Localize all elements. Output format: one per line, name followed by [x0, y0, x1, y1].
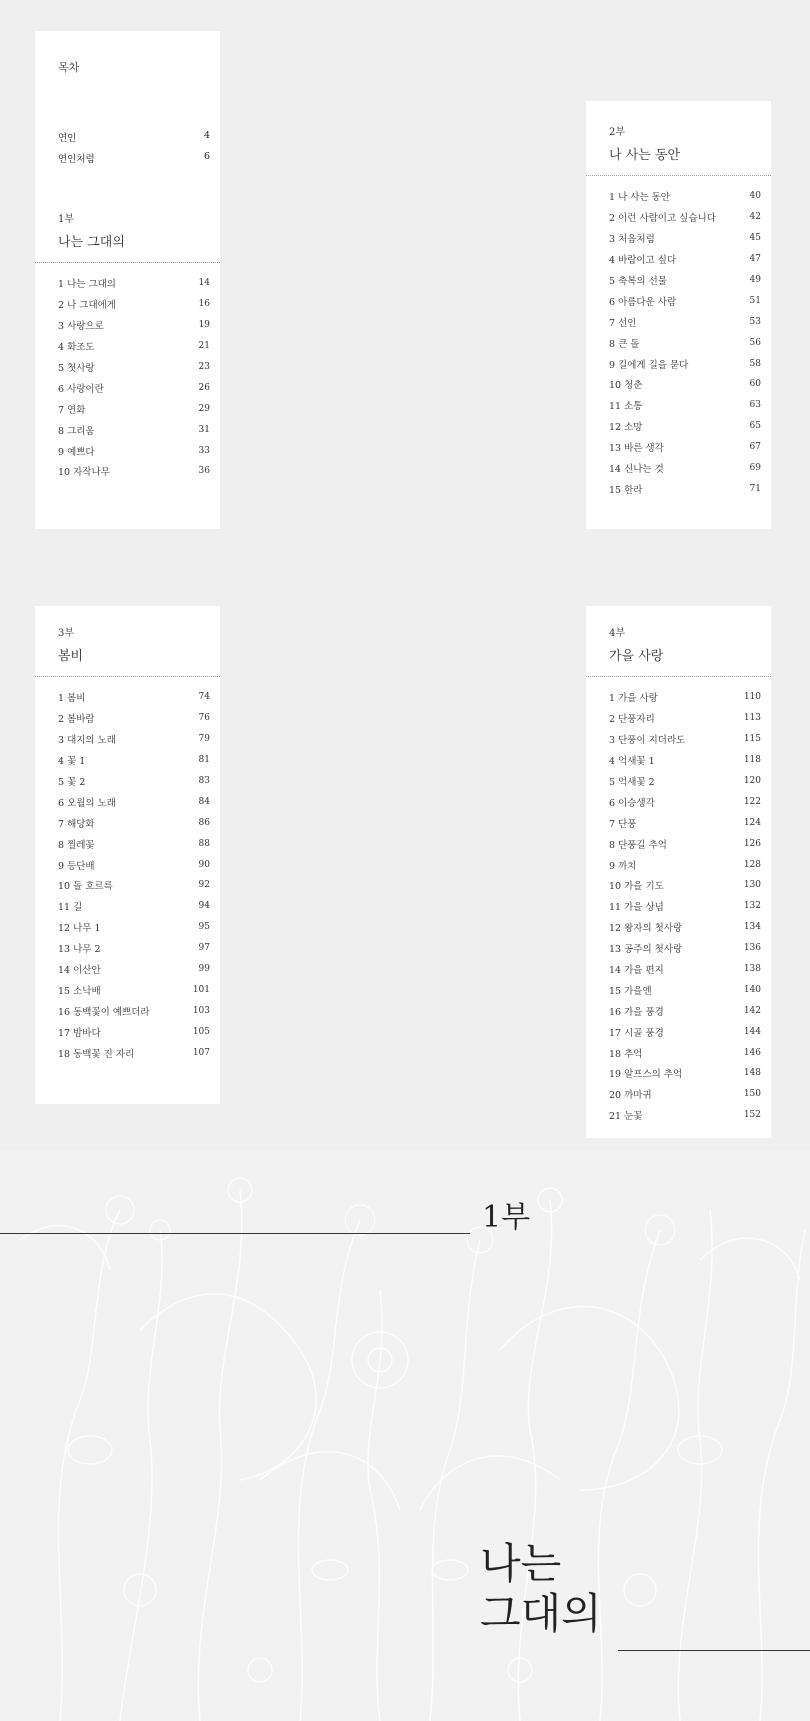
toc-entry-page: 23	[198, 362, 210, 372]
toc-entry-label: 9 예쁘다	[58, 446, 95, 458]
toc-entry-label: 14 신나는 것	[609, 464, 664, 476]
toc-entry-label: 5 축복의 선물	[609, 276, 667, 287]
toc-entry[interactable]	[35, 1000, 220, 1021]
toc-entry-label: 9 길에게 길을 묻다	[609, 359, 689, 371]
toc-entry[interactable]	[586, 854, 771, 875]
toc-entry-label: 4 화조도	[58, 342, 95, 354]
toc-entry-page: 67	[749, 442, 761, 453]
toc-entry-page: 81	[198, 755, 210, 766]
toc-entry[interactable]	[35, 687, 220, 708]
toc-entry[interactable]	[586, 374, 771, 395]
toc-entry[interactable]	[35, 750, 220, 771]
toc-entry-label: 연인처럼	[58, 154, 95, 165]
toc-intro-list	[35, 75, 220, 172]
toc-entry-page: 16	[198, 299, 210, 310]
toc-entry-page: 45	[749, 233, 761, 244]
toc-entry-label: 13 나무 2	[58, 944, 101, 956]
toc-entry[interactable]	[586, 249, 771, 270]
toc-entry-page: 36	[198, 466, 210, 477]
left-rule	[0, 1233, 470, 1234]
part-1-entries	[35, 263, 220, 482]
toc-entry[interactable]	[35, 875, 220, 896]
toc-entry[interactable]	[586, 1084, 771, 1105]
toc-entry[interactable]	[586, 917, 771, 938]
toc-entry[interactable]	[35, 273, 220, 294]
toc-entry[interactable]	[586, 1063, 771, 1084]
toc-entry-label: 14 가을 편지	[609, 965, 664, 977]
toc-entry[interactable]	[586, 437, 771, 458]
toc-entry[interactable]	[586, 833, 771, 854]
part-title: 봄비	[58, 649, 84, 664]
part-title: 나 사는 동안	[609, 148, 681, 163]
toc-entry-label: 8 찔레꽃	[58, 839, 95, 851]
toc-entry-page: 31	[198, 424, 210, 435]
toc-entry[interactable]	[586, 729, 771, 750]
toc-entry[interactable]	[586, 290, 771, 311]
toc-entry-label: 7 단풍	[609, 818, 637, 830]
toc-entry-page: 69	[749, 463, 761, 474]
toc-entry[interactable]	[586, 979, 771, 1000]
toc-entry-page: 101	[192, 984, 210, 995]
toc-entry-page: 29	[198, 403, 210, 414]
toc-entry-page: 84	[198, 796, 210, 807]
toc-entry-page: 60	[749, 379, 761, 390]
toc-entry-label: 15 소낙배	[58, 985, 101, 997]
toc-entry-page: 105	[192, 1026, 210, 1037]
toc-entry-label: 8 큰 돌	[609, 338, 640, 350]
toc-entry[interactable]	[586, 791, 771, 812]
toc-entry-page: 142	[743, 1005, 761, 1016]
part-4-entries	[586, 677, 771, 1126]
toc-entry[interactable]	[35, 791, 220, 812]
toc-entry[interactable]	[586, 1021, 771, 1042]
toc-entry[interactable]	[35, 398, 220, 419]
toc-entry-page: 33	[198, 445, 210, 456]
toc-entry[interactable]	[586, 896, 771, 917]
toc-entry[interactable]	[35, 357, 220, 378]
toc-entry-page: 152	[743, 1110, 761, 1121]
toc-entry-label: 10 청춘	[609, 380, 643, 392]
toc-entry-page: 95	[198, 922, 210, 933]
toc-entry-label: 7 해당화	[58, 818, 95, 830]
toc-entry-label: 6 사랑이란	[58, 383, 104, 395]
toc-entry-label: 2 단풍자리	[609, 714, 655, 726]
toc-entry-page: 148	[743, 1068, 761, 1079]
toc-entry-label: 18 추억	[609, 1048, 643, 1060]
toc-entry-page: 76	[198, 713, 210, 724]
part-number: 4부	[609, 628, 626, 639]
toc-entry-page: 113	[743, 713, 761, 724]
toc-entry-label: 4 억새꽃 1	[609, 756, 655, 768]
toc-entry-page: 94	[198, 901, 210, 912]
toc-entry-page: 140	[743, 984, 761, 995]
toc-entry-page: 130	[743, 880, 761, 891]
part-3-card	[35, 606, 220, 1104]
toc-entry[interactable]	[35, 979, 220, 1000]
right-rule	[618, 1650, 810, 1651]
toc-entry-page: 115	[743, 734, 761, 745]
part-title: 나는 그대의	[58, 235, 125, 250]
toc-entry-label: 12 왕자의 첫사랑	[609, 923, 683, 935]
toc-entry[interactable]	[586, 332, 771, 353]
toc-entry-page: 88	[198, 838, 210, 849]
toc-entry-page: 79	[198, 734, 210, 745]
part-number: 1부	[58, 214, 75, 225]
toc-entry-label: 21 눈꽃	[609, 1111, 643, 1123]
toc-entry[interactable]	[586, 812, 771, 833]
toc-entry-page: 4	[203, 130, 210, 141]
toc-entry[interactable]	[35, 854, 220, 875]
toc-entry[interactable]	[35, 130, 220, 151]
toc-entry-label: 4 꽃 1	[58, 756, 86, 768]
toc-entry[interactable]	[35, 336, 220, 357]
toc-entry-page: 63	[749, 400, 761, 411]
toc-entry-page: 56	[749, 337, 761, 348]
toc-entry-page: 71	[749, 483, 761, 494]
toc-entry[interactable]	[586, 186, 771, 207]
toc-entry[interactable]	[586, 938, 771, 959]
toc-entry[interactable]	[586, 959, 771, 980]
toc-entry-page: 132	[743, 901, 761, 912]
toc-entry[interactable]	[35, 959, 220, 980]
toc-entry-page: 19	[198, 320, 210, 331]
toc-entry-page: 107	[192, 1047, 210, 1058]
toc-entry-label: 20 까마귀	[609, 1090, 652, 1102]
toc-entry-label: 3 대지의 노래	[58, 735, 116, 747]
toc-entry-label: 5 첫사랑	[58, 363, 95, 374]
toc-entry-label: 2 나 그대에게	[58, 300, 116, 312]
toc-entry[interactable]	[586, 750, 771, 771]
toc-entry-page: 40	[749, 191, 761, 202]
toc-entry-page: 53	[749, 316, 761, 327]
section-opener	[0, 1150, 810, 1721]
toc-entry-page: 122	[743, 796, 761, 807]
toc-entry-page: 47	[749, 254, 761, 265]
toc-entry[interactable]	[586, 395, 771, 416]
toc-entry-label: 17 시골 풍경	[609, 1027, 664, 1039]
toc-entry-label: 9 까치	[609, 860, 637, 872]
toc-entry-label: 18 동백꽃 진 자리	[58, 1048, 135, 1060]
toc-entry[interactable]	[35, 833, 220, 854]
toc-entry-page: 51	[749, 295, 761, 306]
toc-entry-page: 14	[198, 278, 210, 289]
toc-entry[interactable]	[586, 353, 771, 374]
toc-entry-label: 3 사랑으로	[58, 321, 104, 333]
toc-entry-label: 8 단풍길 추억	[609, 839, 667, 851]
toc-entry-label: 7 연화	[58, 404, 86, 416]
toc-entry-page: 6	[203, 151, 210, 162]
toc-entry[interactable]	[586, 1042, 771, 1063]
toc-entry-label: 16 동백꽃이 예쁘더라	[58, 1006, 150, 1018]
toc-entry-label: 13 공주의 첫사랑	[609, 944, 683, 956]
toc-entry-label: 15 가을엔	[609, 985, 652, 997]
toc-entry-label: 5 억새꽃 2	[609, 777, 655, 788]
part-2-card	[586, 101, 771, 529]
toc-entry-page: 74	[198, 692, 210, 703]
toc-entry-label: 8 그리움	[58, 425, 95, 437]
toc-entry[interactable]	[586, 228, 771, 249]
toc-entry[interactable]	[586, 771, 771, 792]
part-4-card	[586, 606, 771, 1138]
toc-entry[interactable]	[586, 1000, 771, 1021]
toc-card	[35, 31, 220, 529]
toc-entry-page: 150	[743, 1089, 761, 1100]
toc-entry-label: 12 소망	[609, 422, 643, 434]
toc-entry-label: 1 나는 그대의	[58, 279, 116, 291]
toc-entry-page: 83	[198, 776, 210, 786]
toc-entry[interactable]	[35, 294, 220, 315]
toc-entry-label: 6 아름다운 사람	[609, 296, 677, 308]
part-title: 가을 사랑	[609, 649, 664, 664]
toc-entry-label: 1 가을 사랑	[609, 693, 658, 705]
floral-pattern-illustration	[0, 1150, 810, 1721]
toc-entry-page: 99	[198, 964, 210, 975]
toc-entry[interactable]	[35, 896, 220, 917]
part-number: 3부	[58, 628, 75, 639]
toc-entry[interactable]	[586, 270, 771, 291]
toc-entry-page: 138	[743, 964, 761, 975]
toc-entry-page: 58	[749, 358, 761, 369]
toc-entry-label: 10 자작나무	[58, 467, 110, 479]
toc-entry-page: 136	[743, 943, 761, 954]
toc-entry-page: 134	[743, 922, 761, 933]
toc-entry-page: 42	[749, 212, 761, 223]
toc-entry[interactable]	[35, 377, 220, 398]
toc-entry[interactable]	[35, 812, 220, 833]
toc-entry-page: 97	[198, 943, 210, 954]
toc-entry[interactable]	[586, 478, 771, 499]
toc-entry-label: 16 가을 풍경	[609, 1006, 664, 1018]
toc-entry-label: 3 단풍이 지더라도	[609, 735, 686, 747]
toc-entry-label: 연인	[58, 133, 77, 144]
toc-entry-page: 90	[198, 859, 210, 870]
toc-entry[interactable]	[35, 461, 220, 482]
toc-entry[interactable]	[586, 311, 771, 332]
section-title-line-2: 그대의	[480, 1589, 602, 1638]
toc-entry[interactable]	[35, 708, 220, 729]
part-3-entries	[35, 677, 220, 1063]
toc-entry[interactable]	[35, 771, 220, 792]
toc-entry[interactable]	[35, 440, 220, 461]
toc-entry[interactable]	[35, 1021, 220, 1042]
toc-entry[interactable]	[35, 315, 220, 336]
toc-entry-page: 120	[743, 776, 761, 786]
toc-entry-label: 2 봄바람	[58, 714, 95, 726]
toc-entry-page: 118	[743, 755, 761, 766]
toc-entry-label: 9 등단배	[58, 860, 95, 872]
toc-entry[interactable]	[35, 729, 220, 750]
toc-entry-page: 103	[192, 1005, 210, 1016]
toc-entry-label: 10 가을 기도	[609, 881, 664, 893]
toc-entry-label: 7 선인	[609, 317, 637, 329]
toc-entry[interactable]	[35, 1042, 220, 1063]
part-2-entries	[586, 176, 771, 499]
toc-entry-page: 65	[749, 421, 761, 432]
toc-title: 목차	[58, 61, 80, 74]
toc-entry-label: 6 이승생각	[609, 797, 655, 809]
toc-entry-page: 126	[743, 838, 761, 849]
toc-entry-label: 6 오월의 노래	[58, 797, 116, 809]
toc-entry-label: 3 처음처럼	[609, 234, 655, 246]
toc-entry-label: 11 길	[58, 902, 83, 914]
toc-entry[interactable]	[586, 1105, 771, 1126]
toc-entry-page: 144	[743, 1026, 761, 1037]
toc-entry-label: 10 돌 호르륵	[58, 881, 113, 893]
toc-entry-page: 110	[743, 692, 761, 703]
toc-entry[interactable]	[35, 938, 220, 959]
section-part-label: 1부	[482, 1200, 531, 1235]
toc-entry[interactable]	[586, 708, 771, 729]
toc-entry-page: 124	[743, 817, 761, 828]
toc-entry-label: 1 봄비	[58, 693, 86, 705]
toc-entry-label: 13 바른 생각	[609, 443, 664, 455]
toc-entry-label: 11 가을 상념	[609, 902, 664, 914]
toc-entry-page: 146	[743, 1047, 761, 1058]
toc-entry[interactable]	[586, 207, 771, 228]
toc-entry[interactable]	[35, 419, 220, 440]
toc-entry[interactable]	[586, 687, 771, 708]
toc-entry-page: 92	[198, 880, 210, 891]
toc-entry-label: 4 바람이고 싶다	[609, 255, 677, 267]
toc-entry-label: 11 소통	[609, 401, 643, 413]
toc-entry-label: 19 알프스의 추억	[609, 1069, 683, 1081]
toc-entry-page: 86	[198, 817, 210, 828]
toc-entry[interactable]	[35, 917, 220, 938]
toc-entry-page: 128	[743, 859, 761, 870]
toc-entry[interactable]	[586, 458, 771, 479]
toc-entry-label: 17 밤바다	[58, 1027, 101, 1039]
toc-entry-page: 26	[198, 382, 210, 393]
toc-entry[interactable]	[35, 151, 220, 172]
toc-entry[interactable]	[586, 875, 771, 896]
toc-entry-label: 12 나무 1	[58, 923, 101, 935]
toc-entry-label: 15 한라	[609, 484, 643, 496]
toc-entry-page: 49	[749, 275, 761, 285]
toc-entry-label: 5 꽃 2	[58, 777, 86, 788]
toc-entry[interactable]	[586, 416, 771, 437]
toc-entry-label: 1 나 사는 동안	[609, 192, 670, 204]
toc-entry-page: 21	[198, 341, 210, 352]
part-number: 2부	[609, 127, 626, 138]
toc-entry-label: 2 이런 사람이고 싶습니다	[609, 213, 716, 225]
section-title-line-1: 나는	[480, 1539, 562, 1588]
toc-entry-label: 14 이산안	[58, 965, 101, 977]
